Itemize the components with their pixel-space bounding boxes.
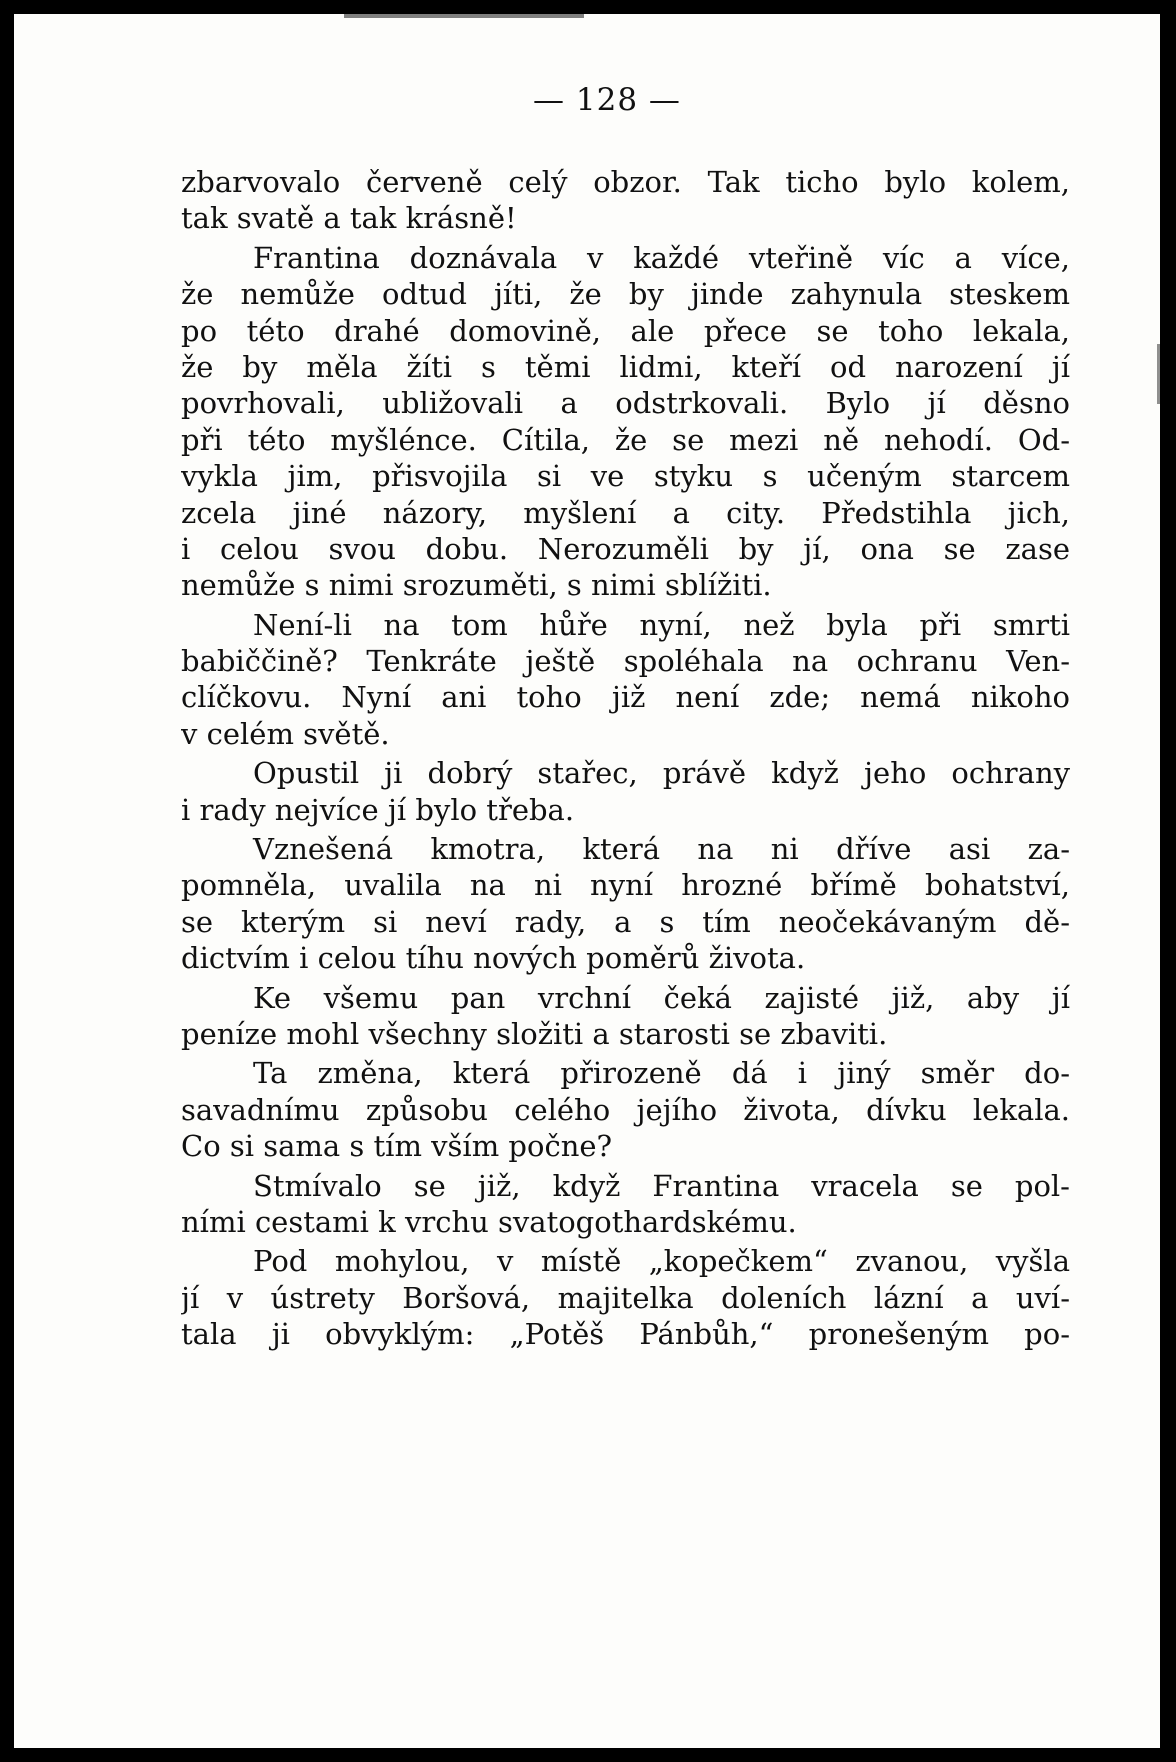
text-line: povrhovali, ubližovali a odstrkovali. Bylo jí děsno (181, 386, 1070, 421)
text-line: zcela jiné názory, myšlení a city. Předstihla jich, (181, 495, 1070, 530)
text-line: po této drahé domovině, ale přece se toho lekala, (181, 313, 1070, 348)
text-line: Frantina doznávala v každé vteřině víc a více, (253, 240, 1070, 275)
text-line: Opustil ji dobrý stařec, právě když jeho ochrany (253, 756, 1070, 791)
text-line: tala ji obvyklým: „Potěš Pánbůh,“ pronešeným po- (181, 1317, 1070, 1352)
text-line: vykla jim, přisvojila si ve styku s učeným starcem (181, 459, 1070, 494)
text-line: pomněla, uvalila na ni nyní hrozné břímě bohatství, (181, 868, 1070, 903)
text-line: Ta změna, která přirozeně dá i jiný směr do- (253, 1056, 1070, 1091)
scan-edge-right (1157, 344, 1160, 404)
paragraph (181, 1055, 1070, 1164)
text-line: dictvím i celou tíhu nových poměrů života. (181, 941, 806, 976)
text-line: při této myšlénce. Cítila, že se mezi ně nehodí. Od- (181, 422, 1070, 457)
text-line: že by měla žíti s těmi lidmi, kteří od narození jí (181, 349, 1070, 384)
paragraph (181, 240, 1070, 604)
text-line: ními cestami k vrchu svatogothardskému. (181, 1204, 797, 1239)
text-line: clíčkovu. Nyní ani toho již není zde; nemá nikoho (181, 680, 1070, 715)
text-line: peníze mohl všechny složiti a starosti se zbaviti. (181, 1016, 888, 1051)
text-line: v celém světě. (181, 716, 390, 751)
text-line: Stmívalo se již, když Frantina vracela se pol- (253, 1168, 1070, 1203)
text-line: i rady nejvíce jí bylo třeba. (181, 792, 575, 827)
text-line: babiččině? Tenkráte ještě spoléhala na ochranu Ven- (181, 644, 1070, 679)
paragraph (181, 1243, 1070, 1352)
text-line: Ke všemu pan vrchní čeká zajisté již, aby jí (253, 980, 1070, 1015)
text-line: i celou svou dobu. Nerozuměli by jí, ona se zase (181, 531, 1070, 566)
paragraph (181, 980, 1070, 1053)
text-line: Pod mohylou, v místě „kopečkem“ zvanou, vyšla (253, 1244, 1070, 1279)
text-line: jí v ústrety Boršová, majitelka doleních lázní a uví- (181, 1280, 1070, 1315)
text-line: Co si sama s tím vším počne? (181, 1129, 613, 1164)
text-line: nemůže s nimi srozuměti, s nimi sblížiti. (181, 568, 772, 603)
scan-edge-top (344, 14, 584, 18)
text-line: tak svatě a tak krásně! (181, 201, 517, 236)
body-text (181, 164, 1070, 1353)
paragraph (181, 755, 1070, 828)
text-line: savadnímu způsobu celého jejího života, dívku lekala. (181, 1092, 1070, 1127)
text-line: se kterým si neví rady, a s tím neočekávaným dě- (181, 904, 1070, 939)
paragraph (181, 831, 1070, 977)
paragraph (181, 607, 1070, 753)
paragraph (181, 1168, 1070, 1241)
text-line: zbarvovalo červeně celý obzor. Tak ticho bylo kolem, (181, 165, 1070, 199)
text-line: Vznešená kmotra, která na ni dříve asi za- (253, 832, 1070, 867)
text-line: Není-li na tom hůře nyní, než byla při smrti (253, 607, 1070, 642)
paragraph (181, 164, 1070, 237)
text-line: že nemůže odtud jíti, že by jinde zahynula steskem (181, 277, 1070, 312)
book-page (14, 14, 1160, 1748)
page-number: — 128 — (533, 82, 681, 118)
